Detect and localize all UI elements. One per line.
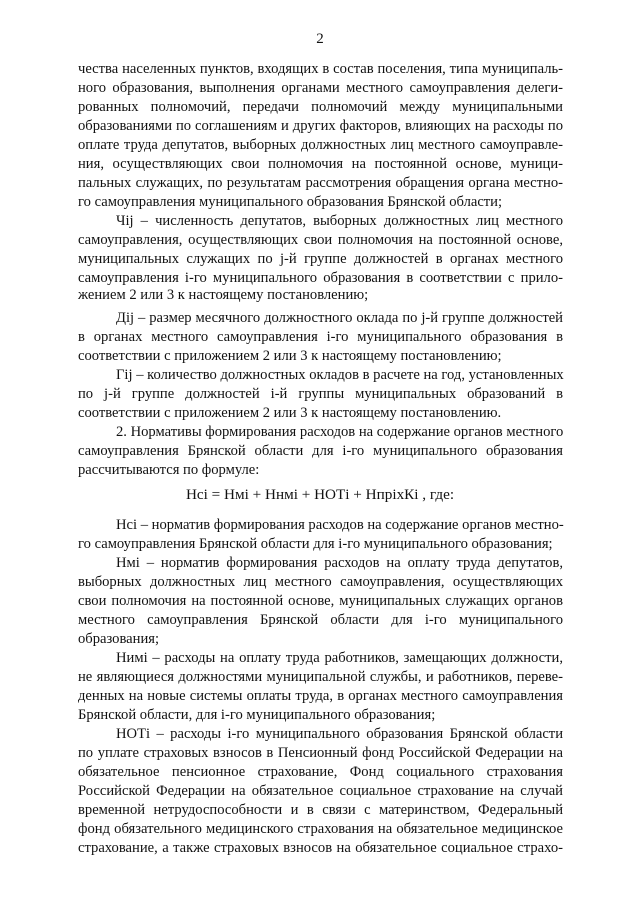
text-line: Нмi – норматив формирования расходов на оплату труда депутатов, (116, 555, 563, 571)
text-line: Российской Федерации на обязательное социальное страхование на случай (78, 783, 563, 799)
page-number: 2 (316, 31, 324, 47)
text-line: соответствии с приложением 2 или 3 к настоящему постановлению. (78, 405, 502, 421)
text-line: образованиями по соглашениям и других факторов, влияющих на расходы по (78, 118, 563, 134)
text-line: Чij – численность депутатов, выборных должностных лиц местного (116, 213, 563, 229)
text-line: временной нетрудоспособности и в связи с материнством, Федеральный (78, 802, 563, 818)
text-line: местного самоуправления Брянской области для i-го муниципального (78, 612, 563, 628)
text-line: рассчитываются по формуле: (78, 462, 260, 478)
text-line: свои полномочия на постоянной основе, муниципальных служащих органов (78, 593, 563, 609)
text-line: самоуправления Брянской области для i-го муниципального образования (78, 443, 563, 459)
text-line: ния, осуществляющих свои полномочия на постоянной основе, муници- (78, 156, 563, 172)
text-line: го самоуправления Брянской области для i-го муниципального образования; (78, 536, 553, 552)
text-line: жением 2 или 3 к настоящему постановлению; (78, 287, 369, 303)
text-line: фонд обязательного медицинского страхования на обязательное медицинское (78, 821, 563, 837)
text-line: Нимi – расходы на оплату труда работников, замещающих должности, (116, 650, 563, 666)
text-line: по j-й группе должностей i-й группы муниципальных образований в (78, 386, 563, 402)
text-line: пальных служащих, по результатам рассмотрения обращения органа местно- (78, 175, 563, 191)
text-line: муниципальных служащих по j-й группе должностей в органах местного (78, 251, 563, 267)
text-line: НОТi – расходы i-го муниципального образования Брянской области (116, 726, 563, 742)
text-line: оплате труда депутатов, выборных должностных лиц местного самоуправле- (78, 137, 563, 153)
text-line: Нci – норматив формирования расходов на содержание органов местно- (116, 517, 564, 533)
text-line: Гij – количество должностных окладов в расчете на год, установленных (116, 367, 564, 383)
text-line: самоуправления, осуществляющих свои полномочия на постоянной основе, (78, 232, 563, 248)
text-line: выборных должностных лиц местного самоуправления, осуществляющих (78, 574, 563, 590)
text-line: ного образования, выполнения органами местного самоуправления делеги- (78, 80, 563, 96)
text-line: соответствии с приложением 2 или 3 к настоящему постановлению; (78, 348, 502, 364)
text-line: в органах местного самоуправления i-го муниципального образования в (78, 329, 563, 345)
text-line: не являющиеся должностями муниципальной службы, и работников, переве- (78, 669, 563, 685)
formula: Нci = Нмi + Ннмi + НОТi + НпрixКi , где: (185, 486, 455, 503)
text-line: 2. Нормативы формирования расходов на содержание органов местного (116, 424, 564, 440)
text-line: го самоуправления муниципального образования Брянской области; (78, 194, 503, 210)
text-line: образования; (78, 631, 160, 647)
text-line: Дij – размер месячного должностного оклада по j-й группе должностей (116, 310, 563, 326)
text-line: по уплате страховых взносов в Пенсионный фонд Российской Федерации на (78, 745, 563, 761)
text-line: страхование, а также страховых взносов на обязательное социальное страхо- (78, 840, 563, 856)
text-line: обязательное пенсионное страхование, Фонд социального страхования (78, 764, 563, 780)
text-line: денных на новые системы оплаты труда, в органах местного самоуправления (78, 688, 563, 704)
text-line: чества населенных пунктов, входящих в состав поселения, типа муниципаль- (78, 61, 563, 77)
text-line: самоуправления i-го муниципального образования в соответствии с прило- (78, 270, 563, 286)
text-line: Брянской области, для i-го муниципального образования; (78, 707, 436, 723)
text-line: рованных полномочий, передачи полномочий между муниципальными (78, 99, 563, 115)
